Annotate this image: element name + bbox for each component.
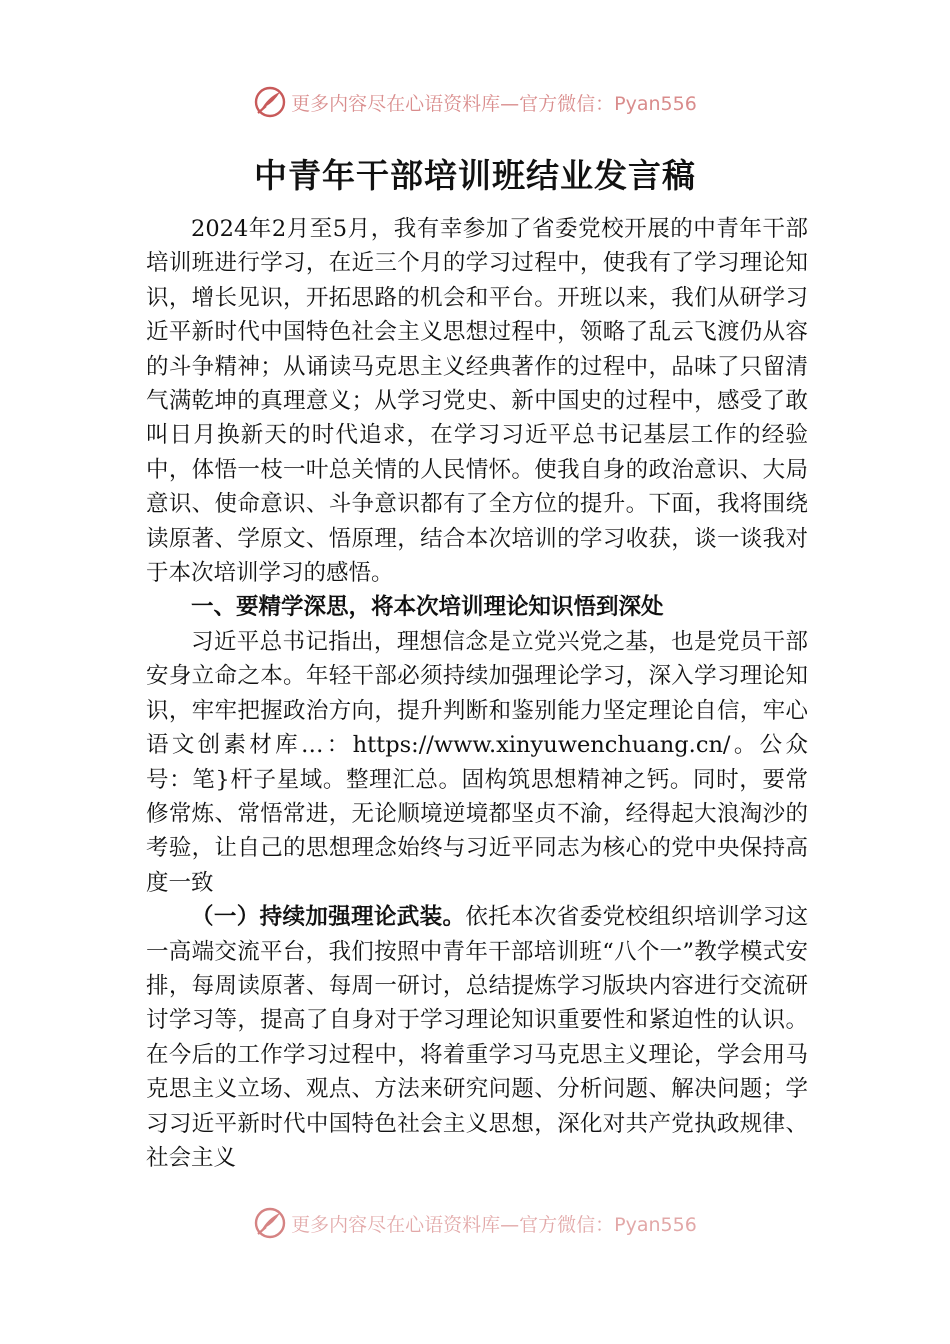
watermark-text: 更多内容尽在心语资料库—官方微信：Pyan556 — [291, 1213, 697, 1236]
paragraph-section-1: 习近平总书记指出，理想信念是立党兴党之基，也是党员干部安身立命之本。年轻干部必须持续加强理论学习，深入学习理论知识，牢牢把握政治方向，提升判断和鉴别能力坚定理论自信，牢心语文创素材库…：https://www.xinyuwenchuang.cn/。公众号：笔}杆子星域。整理汇总。固构筑思想精神之钙。同时，要常修常炼、常悟常进，无论顺境逆境都坚贞不渝，经得起大浪淘沙的考验，让自己的思想理念始终与习近平同志为核心的党中央保持高度一致 — [146, 628, 808, 896]
section-heading-1: 一、要精学深思，将本次培训理论知识悟到深处 — [191, 594, 664, 621]
watermark-text: 更多内容尽在心语资料库—官方微信：Pyan556 — [291, 92, 697, 115]
document-body — [146, 212, 808, 1175]
brand-logo-icon — [253, 1206, 287, 1240]
subsection-heading-1: （一）持续加强理论武装。 — [191, 904, 466, 931]
watermark-header — [0, 82, 950, 122]
subsection-text-1: 依托本次省委党校组织培训学习这一高端交流平台，我们按照中青年干部培训班“八个一”教学模式安排，每周读原著、每周一研讨，总结提炼学习版块内容进行交流研讨学习等，提高了自身对于学习理论知识重要性和紧迫性的认识。在今后的工作学习过程中，将着重学习马克思主义理论，学会用马克思主义立场、观点、方法来研究问题、分析问题、解决问题；学习习近平新时代中国特色社会主义思想，深化对共产党执政规律、社会主义 — [146, 904, 808, 1171]
watermark-footer — [0, 1203, 950, 1243]
paragraph-subsection-1 — [146, 900, 808, 1175]
brand-logo-icon — [253, 85, 287, 119]
paragraph-intro: 2024年2月至5月，我有幸参加了省委党校开展的中青年干部培训班进行学习，在近三个月的学习过程中，使我有了学习理论知识，增长见识，开拓思路的机会和平台。开班以来，我们从研学习近平新时代中国特色社会主义思想过程中，领略了乱云飞渡仍从容的斗争精神；从诵读马克思主义经典著作的过程中，品味了只留清气满乾坤的真理意义；从学习党史、新中国史的过程中，感受了敢叫日月换新天的时代追求，在学习习近平总书记基层工作的经验中，体悟一枝一叶总关情的人民情怀。使我自身的政治意识、大局意识、使命意识、斗争意识都有了全方位的提升。下面，我将围绕读原著、学原文、悟原理，结合本次培训的学习收获，谈一谈我对于本次培训学习的感悟。 — [146, 216, 808, 587]
document-title: 中青年干部培训班结业发言稿 — [254, 156, 696, 195]
